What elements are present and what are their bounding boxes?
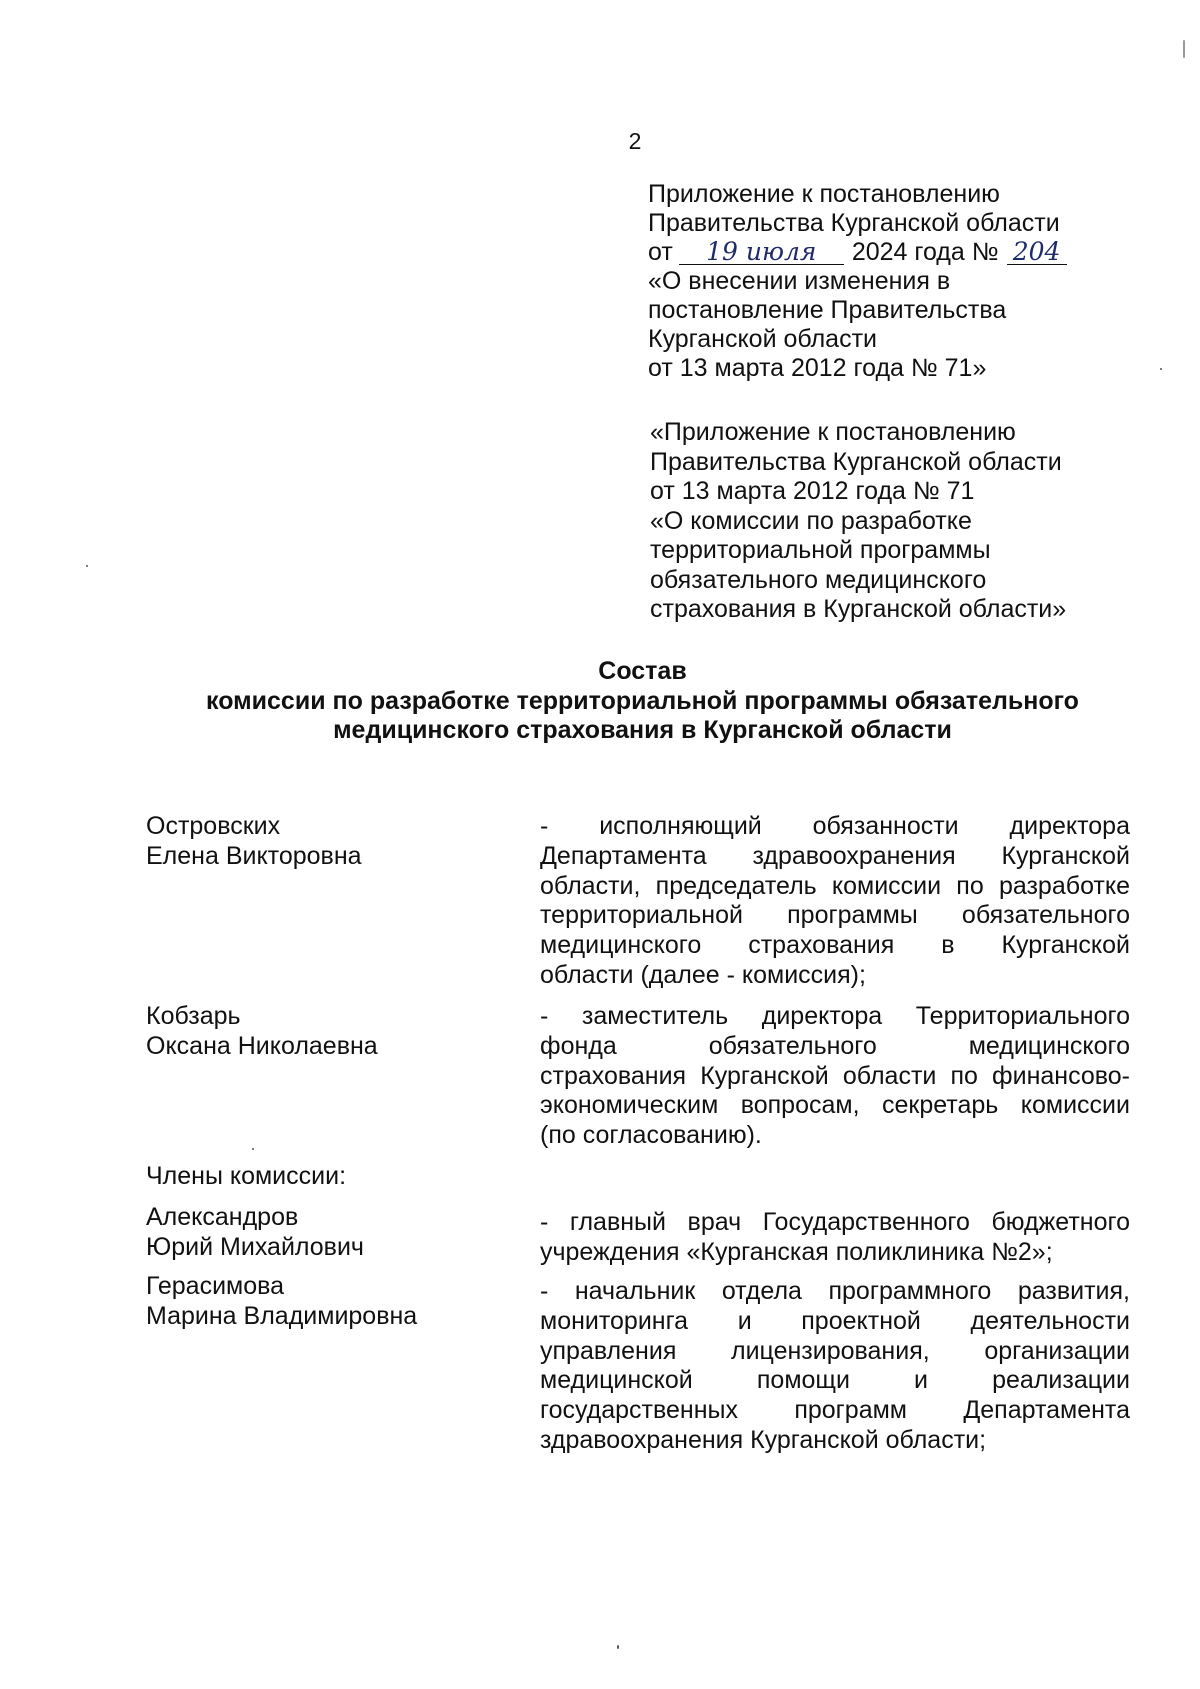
description-line: территориальной программы обязательного — [540, 901, 1130, 930]
description-line: медицинской помощи и реализации — [540, 1366, 1130, 1395]
previous-appendix-line: обязательного медицинского — [650, 565, 987, 594]
appendix-line: Курганской области — [648, 325, 878, 353]
description-line: области, председатель комиссии по разработке — [540, 871, 1130, 900]
member-surname: Кобзарь — [146, 1002, 241, 1030]
appendix-date-line — [648, 238, 1067, 267]
previous-appendix-line: «О комиссии по разработке — [650, 506, 972, 535]
appendix-line: Правительства Курганской области — [648, 209, 1060, 237]
previous-appendix-line: «Приложение к постановлению — [650, 418, 1016, 446]
previous-appendix-line: Правительства Курганской области — [650, 447, 1062, 476]
member-given-name: Елена Викторовна — [146, 841, 362, 870]
member-description — [540, 1277, 1130, 1456]
appendix-line: «О внесении изменения в — [648, 267, 951, 295]
year-text: 2024 года № — [851, 238, 999, 266]
description-line: учреждения «Курганская поликлиника №2»; — [540, 1237, 1053, 1266]
description-line: - исполняющий обязанности директора — [540, 812, 1130, 840]
member-description — [540, 1208, 1130, 1268]
description-line: (по согласованию). — [540, 1121, 762, 1150]
scan-speck — [86, 565, 88, 567]
handwritten-date: 19 июля — [679, 240, 844, 265]
member-surname: Александров — [146, 1203, 299, 1231]
title-line: медицинского страхования в Курганской области — [333, 716, 952, 744]
description-line: области (далее - комиссия); — [540, 960, 866, 989]
handwritten-number: 204 — [1007, 240, 1067, 265]
previous-appendix-header — [650, 418, 1066, 625]
page-number: 2 — [628, 128, 642, 154]
member-given-name: Оксана Николаевна — [146, 1031, 378, 1060]
description-line: - заместитель директора Территориального — [540, 1002, 1130, 1030]
member-surname: Островских — [146, 812, 281, 840]
member-name — [146, 1272, 417, 1331]
scan-speck — [1160, 368, 1162, 370]
member-name — [146, 1002, 378, 1061]
description-line: мониторинга и проектной деятельности — [540, 1306, 1130, 1335]
description-line: - начальник отдела программного развития, — [540, 1277, 1130, 1305]
description-line: страхования Курганской области по финансово- — [540, 1061, 1130, 1090]
member-name — [146, 812, 362, 871]
description-line: управления лицензирования, организации — [540, 1336, 1130, 1365]
document-title — [0, 657, 1200, 746]
member-name — [146, 1203, 364, 1262]
appendix-line: от 13 марта 2012 года № 71» — [648, 354, 987, 382]
date-prefix: от — [648, 238, 673, 266]
previous-appendix-line: страхования в Курганской области» — [650, 595, 1067, 623]
description-line: экономическим вопросам, секретарь комиссии — [540, 1091, 1130, 1120]
description-line: здравоохранения Курганской области; — [540, 1425, 987, 1454]
description-line: - главный врач Государственного бюджетного — [540, 1208, 1130, 1236]
member-surname: Герасимова — [146, 1272, 285, 1300]
description-line: государственных программ Департамента — [540, 1396, 1130, 1425]
previous-appendix-line: от 13 марта 2012 года № 71 — [650, 477, 975, 505]
member-description — [540, 1002, 1130, 1151]
description-line: фонда обязательного медицинского — [540, 1031, 1130, 1060]
appendix-line: Приложение к постановлению — [648, 180, 1000, 208]
appendix-header — [648, 180, 1067, 383]
member-description — [540, 812, 1130, 991]
title-line: комиссии по разработке территориальной программы обязательного — [206, 686, 1079, 715]
scan-speck — [617, 1645, 619, 1649]
member-given-name: Марина Владимировна — [146, 1301, 418, 1330]
members-heading: Члены комиссии: — [146, 1162, 347, 1190]
description-line: медицинского страхования в Курганской — [540, 931, 1130, 960]
scan-speck — [252, 1148, 254, 1150]
title-line: Состав — [598, 657, 687, 685]
description-line: Департамента здравоохранения Курганской — [540, 841, 1130, 870]
scan-mark — [1183, 40, 1185, 58]
member-given-name: Юрий Михайлович — [146, 1232, 364, 1261]
previous-appendix-line: территориальной программы — [650, 536, 991, 564]
appendix-line: постановление Правительства — [648, 296, 1007, 324]
